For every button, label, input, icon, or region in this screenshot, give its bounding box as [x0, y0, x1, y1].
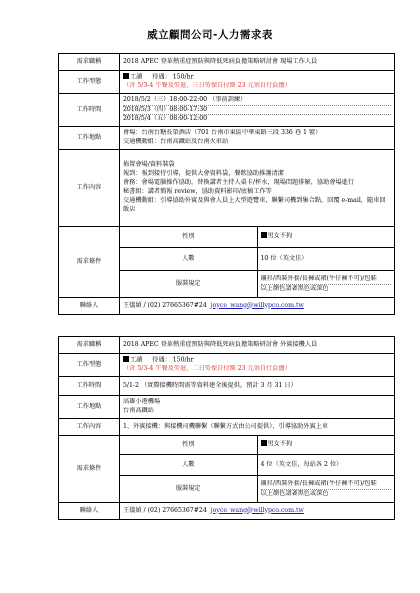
gender-value: [257, 227, 395, 248]
work-type-pay: 待遇： 150/hr: [152, 356, 194, 364]
contact-email-link[interactable]: joyce_wang@willypco.com.tw: [210, 301, 304, 309]
content-label: 工作內容: [59, 150, 120, 227]
content-label: 工作內容: [59, 419, 120, 436]
requirements-label: 需求條件: [59, 436, 120, 503]
dress-value: [257, 476, 395, 503]
work-type-line: [123, 73, 391, 82]
contact-row: [59, 298, 395, 315]
work-time-value: 5/1-2 （實際接機時間需等資料建全後提供，預計 3 月 31 日）: [120, 377, 395, 396]
work-time-row: [59, 377, 395, 396]
work-place-value: [120, 396, 395, 419]
content-value: [120, 150, 395, 227]
count-label: 人數: [120, 248, 258, 271]
contact-value: [120, 503, 395, 520]
work-type-label: 工作型態: [59, 71, 120, 94]
page-title: 威立顧問公司-人力需求表: [147, 29, 273, 41]
project-value: 2018 APEC 登革熱重症預防與降低死病負擔策略研討會 外賓接機人員: [120, 337, 395, 354]
checked-box-icon: [261, 440, 267, 446]
work-time-line: 2018/5/2（三）18:00-22:00 （事前訓練）: [123, 96, 391, 106]
work-time-line: 2018/5/3（四）08:00-17:30: [123, 106, 391, 116]
content-line: 秘書組：講者簡報 review，協助資料影印/底稿工作等: [123, 188, 272, 195]
content-line: 報到：報到接待引導，提供大會資料袋，餐飲協助推護清潔: [123, 170, 284, 178]
gender-text: 男女不拘: [267, 232, 293, 240]
dress-line: 襯衫/西裝外套/長褲或裙(牛仔褲不可)/包鞋: [261, 480, 392, 490]
work-time-value: [120, 94, 395, 127]
gender-row: [59, 436, 395, 455]
contact-value: [120, 298, 395, 315]
gender-value: [257, 436, 395, 455]
dress-line: 襯衫/西裝外套/長褲或裙(牛仔褲不可)/包鞋: [261, 275, 392, 285]
contact-email-link[interactable]: joyce_wang@willypco.com.tw: [210, 506, 304, 514]
contact-name-phone: 王儀媜 / (02) 27665367#24: [123, 301, 207, 309]
work-time-label: 工作時間: [59, 377, 120, 396]
work-place-row: [59, 127, 395, 150]
dress-value: [257, 271, 395, 298]
work-place-line: 高雄小港機場: [123, 398, 161, 406]
work-type-row: [59, 354, 395, 377]
project-row: [59, 54, 395, 71]
work-place-value: [120, 127, 395, 150]
gender-row: [59, 227, 395, 248]
work-place-line: 會場：台南台糖長榮酒店（701 台南市東區中華東路三段 336 巷 1 號）: [123, 129, 322, 137]
work-place-label: 工作地點: [59, 127, 120, 150]
dress-line: 以上顏色請著黑色或深色: [260, 284, 329, 292]
content-line: 佈置會場/資料裝袋: [123, 161, 175, 169]
work-type-label: 工作型態: [59, 354, 120, 377]
work-time-label: 工作時間: [59, 94, 120, 127]
project-label: 需求職稱: [59, 54, 120, 71]
work-type-pay: 待遇： 150/hr: [152, 73, 194, 81]
content-line: 會務：會場電腦操作協助，替換講者主持人桌卡/杯水，現場問題排解，協助會場進行: [123, 179, 355, 187]
work-type-kind: 工讀: [130, 356, 143, 364]
requirements-label: 需求條件: [59, 227, 120, 298]
job-requirement-table: [58, 53, 395, 315]
count-label: 人數: [120, 455, 258, 476]
content-row: [59, 419, 395, 436]
gender-label: 性別: [120, 227, 258, 248]
project-row: [59, 337, 395, 354]
contact-row: [59, 503, 395, 520]
dress-label: 服裝規定: [120, 271, 258, 298]
work-place-line: 台南高鐵站: [123, 407, 154, 414]
gender-text: 男女不拘: [267, 440, 293, 448]
dress-line: 以上顏色請著黑色或深色: [260, 489, 329, 497]
count-value: 10 位（英文佳）: [257, 248, 395, 271]
gender-label: 性別: [120, 436, 258, 455]
job-requirement-table: [58, 336, 395, 520]
work-type-line: [123, 356, 391, 365]
work-type-value: [120, 71, 395, 94]
content-row: [59, 150, 395, 227]
contact-label: 聯絡人: [59, 298, 120, 315]
content-value: 1、外賓接機：與接機司機聯繫（聯繫方式由公司提供），引導協助外賓上車: [120, 419, 395, 436]
work-place-label: 工作地點: [59, 396, 120, 419]
count-value: 4 位（英文佳，每站各 2 位）: [257, 455, 395, 476]
work-type-note: （含 5/3-4 午餐及勞退，二日勞保自付額 23 元須自行負擔）: [123, 365, 291, 373]
checked-box-icon: [123, 356, 129, 362]
work-type-note: （含 5/3-4 午餐及勞退，三日勞保自付額 23 元須自行負擔）: [123, 82, 291, 90]
work-time-line: 2018/5/4（五）08:00-12:00: [123, 115, 208, 123]
work-type-value: [120, 354, 395, 377]
project-label: 需求職稱: [59, 337, 120, 354]
checked-box-icon: [261, 232, 267, 238]
work-time-row: [59, 94, 395, 127]
checked-box-icon: [123, 73, 129, 79]
work-type-row: [59, 71, 395, 94]
dress-label: 服裝規定: [120, 476, 258, 503]
work-place-row: [59, 396, 395, 419]
work-type-kind: 工讀: [130, 73, 143, 81]
project-value: 2018 APEC 登革熱重症預防與降低死病負擔策略研討會 現場工作人員: [120, 54, 395, 71]
contact-name-phone: 王儀媜 / (02) 27665367#24: [123, 506, 207, 514]
content-line: 交通機動組：引導協助外賓及與會人員上大型遊覽車，聯繫司機到集合點，回覆 e-mail，隨車回飯店: [123, 196, 386, 213]
work-place-line: 交通機動組：台南高鐵站及台南火車站: [123, 138, 229, 145]
contact-label: 聯絡人: [59, 503, 120, 520]
